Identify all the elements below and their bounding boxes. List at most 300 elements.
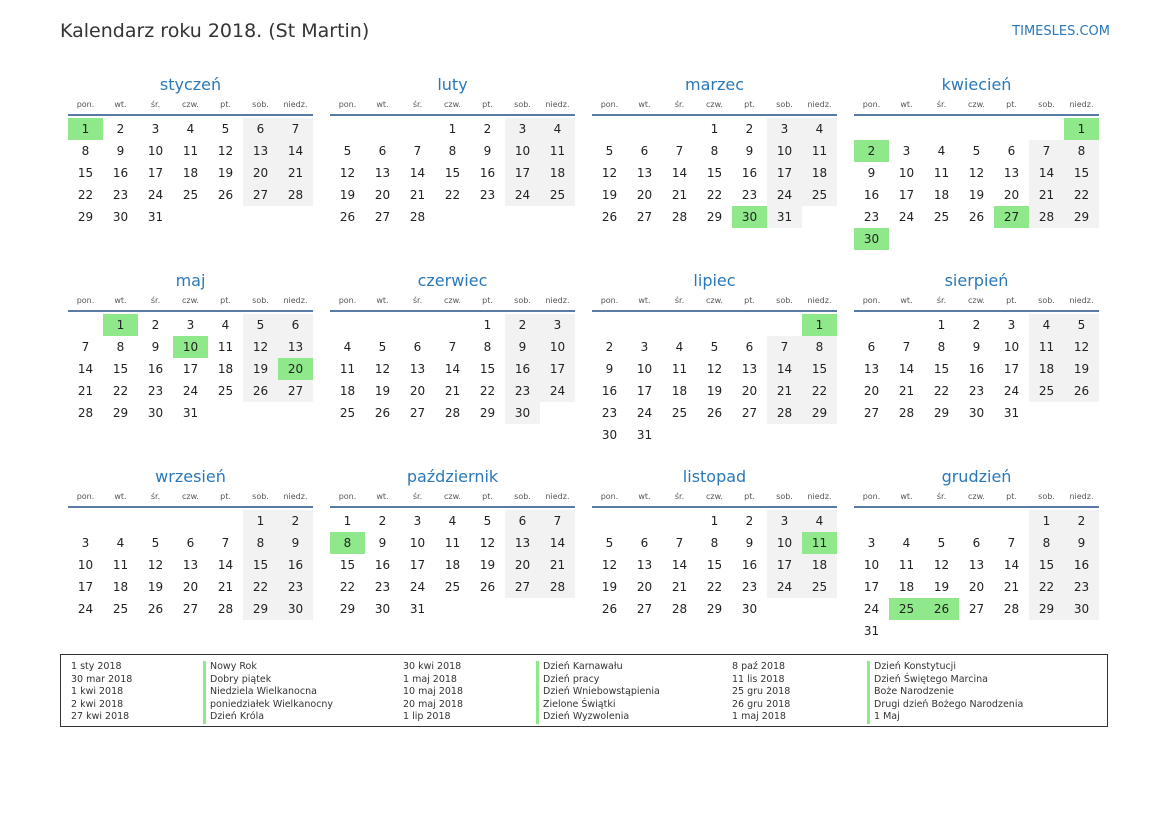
legend-holiday-name: Dzień pracy [536,674,660,687]
day-cell: 14 [898,362,915,376]
legend-date: 1 maj 2018 [403,673,457,685]
weekday-label: wt. [114,100,127,109]
weekday-label: czw. [968,296,985,305]
day-cell: 16 [147,362,164,376]
day-cell: 3 [902,144,911,158]
month-name: kwiecień [941,75,1012,94]
day-cell: 8 [483,340,492,354]
holiday-day-cell: 1 [1064,118,1099,140]
day-cell: 29 [243,598,278,620]
day-cell: 15 [444,166,461,180]
legend-holiday-name: Dobry piątek [203,674,333,687]
weekday-label: pon. [600,100,619,109]
day-cell: 13 [409,362,426,376]
day-cell: 23 [1064,576,1099,598]
day-cell: 28 [278,184,313,206]
day-cell: 9 [151,340,160,354]
day-cell: 24 [147,188,164,202]
day-cell: 13 [505,532,540,554]
day-grid [68,510,313,620]
month-name: marzec [684,75,744,94]
day-cell: 23 [147,384,164,398]
month-2 [592,74,837,270]
day-cell: 19 [1064,358,1099,380]
legend-names-col [536,661,660,724]
weekday-label: wt. [114,492,127,501]
weekday-label: niedz. [1069,492,1094,501]
day-cell: 2 [505,314,540,336]
day-cell: 30 [278,598,313,620]
day-cell: 7 [221,536,230,550]
day-cell: 8 [81,144,90,158]
weekday-label: pon. [600,492,619,501]
day-cell: 6 [867,340,876,354]
day-cell: 17 [505,162,540,184]
weekday-label: wt. [114,296,127,305]
weekday-label: wt. [900,296,913,305]
legend-date: 1 maj 2018 [732,711,786,722]
day-cell: 28 [671,602,688,616]
day-cell: 23 [278,576,313,598]
day-cell: 24 [863,602,880,616]
weekday-label: śr. [150,296,161,305]
day-cell: 12 [147,558,164,572]
day-cell: 3 [186,318,195,332]
day-cell: 23 [741,580,758,594]
weekday-label: pon. [76,492,95,501]
day-cell: 1 [243,510,278,532]
day-cell: 27 [182,602,199,616]
day-cell: 28 [1003,602,1020,616]
weekday-label: pon. [338,100,357,109]
empty-cell [592,510,627,532]
day-cell: 22 [243,576,278,598]
day-cell: 2 [745,122,754,136]
empty-cell [592,118,627,140]
weekday-label: pon. [338,492,357,501]
day-cell: 5 [605,536,614,550]
day-cell: 11 [112,558,129,572]
weekday-label: śr. [412,100,423,109]
legend-date: 27 kwi 2018 [71,711,130,722]
day-cell: 14 [540,532,575,554]
day-cell: 30 [112,210,129,224]
day-cell: 13 [636,166,653,180]
day-cell: 15 [112,362,129,376]
day-cell: 30 [968,406,985,420]
holiday-day-cell: 1 [802,314,837,336]
weekday-label: czw. [444,492,461,501]
weekday-label: śr. [674,296,685,305]
day-cell: 17 [147,166,164,180]
day-cell: 18 [540,162,575,184]
weekday-label: śr. [674,492,685,501]
weekday-label: sob. [252,492,269,501]
empty-cell [662,118,697,140]
day-cell: 29 [77,210,94,224]
weekday-label: śr. [150,492,161,501]
day-cell: 18 [339,384,356,398]
day-cell: 5 [343,144,352,158]
weekday-label: wt. [638,296,651,305]
weekday-label: wt. [638,100,651,109]
weekday-header [592,294,837,312]
weekday-label: czw. [182,100,199,109]
day-cell: 13 [863,362,880,376]
legend-date: 26 gru 2018 [732,698,791,710]
day-cell: 28 [540,576,575,598]
month-3 [854,74,1099,270]
day-cell: 7 [81,340,90,354]
page-title: Kalendarz roku 2018. (St Martin) [60,20,370,42]
day-cell: 17 [767,162,802,184]
weekday-header [68,490,313,508]
weekday-label: czw. [968,100,985,109]
day-cell: 6 [640,144,649,158]
weekday-label: pon. [76,100,95,109]
day-cell: 21 [278,162,313,184]
legend-date: 20 maj 2018 [403,698,464,710]
day-grid [854,314,1099,424]
day-cell: 18 [802,554,837,576]
weekday-label: niedz. [807,296,832,305]
day-cell: 5 [1064,314,1099,336]
day-cell: 8 [710,144,719,158]
weekday-label: pon. [862,492,881,501]
day-cell: 15 [1064,162,1099,184]
day-cell: 2 [605,340,614,354]
day-cell: 10 [540,336,575,358]
day-cell: 15 [479,362,496,376]
day-cell: 1 [483,318,492,332]
weekday-label: śr. [936,296,947,305]
legend-holiday-name: Dzień Karnawału [536,661,660,674]
day-cell: 26 [1064,380,1099,402]
day-cell: 6 [378,144,387,158]
day-cell: 15 [706,166,723,180]
day-cell: 7 [540,510,575,532]
day-cell: 8 [937,340,946,354]
day-cell: 11 [339,362,356,376]
weekday-label: śr. [412,492,423,501]
day-cell: 28 [444,406,461,420]
day-cell: 18 [671,384,688,398]
day-cell: 10 [409,536,426,550]
day-cell: 8 [1029,532,1064,554]
legend-holiday-name: Niedziela Wielkanocna [203,686,333,699]
day-cell: 7 [675,536,684,550]
day-cell: 27 [374,210,391,224]
day-cell: 11 [671,362,688,376]
day-cell: 19 [339,188,356,202]
day-cell: 13 [1003,166,1020,180]
day-cell: 25 [112,602,129,616]
day-cell: 21 [217,580,234,594]
day-cell: 14 [77,362,94,376]
day-cell: 22 [479,384,496,398]
day-cell: 12 [1064,336,1099,358]
day-cell: 26 [601,210,618,224]
legend-date: 2 kwi 2018 [71,698,124,710]
weekday-label: śr. [936,492,947,501]
day-cell: 18 [217,362,234,376]
day-cell: 23 [479,188,496,202]
weekday-label: sob. [1038,296,1055,305]
legend-date: 30 mar 2018 [71,673,133,685]
weekday-label: wt. [376,100,389,109]
day-cell: 29 [479,406,496,420]
weekday-label: czw. [706,296,723,305]
day-cell: 19 [968,188,985,202]
day-cell: 1 [343,514,352,528]
weekday-label: niedz. [1069,296,1094,305]
day-cell: 6 [972,536,981,550]
day-cell: 7 [448,340,457,354]
day-cell: 23 [601,406,618,420]
day-grid [592,314,837,446]
day-cell: 17 [767,554,802,576]
day-cell: 8 [710,536,719,550]
day-cell: 28 [671,210,688,224]
weekday-label: pt. [482,492,493,501]
day-cell: 28 [77,406,94,420]
day-cell: 4 [540,118,575,140]
site-link[interactable]: TIMESLES.COM [1012,24,1110,39]
day-cell: 28 [767,402,802,424]
day-cell: 25 [444,580,461,594]
legend-holiday-name: Dzień Konstytucji [867,661,1023,674]
day-cell: 30 [505,402,540,424]
day-cell: 29 [339,602,356,616]
weekday-label: czw. [444,296,461,305]
weekday-label: pon. [338,296,357,305]
day-grid [68,118,313,228]
day-cell: 29 [706,602,723,616]
weekday-label: niedz. [545,492,570,501]
empty-cell [732,314,767,336]
day-cell: 5 [221,122,230,136]
day-cell: 10 [77,558,94,572]
empty-cell [627,510,662,532]
month-8 [68,466,313,662]
day-cell: 4 [937,144,946,158]
day-cell: 16 [505,358,540,380]
day-cell: 13 [374,166,391,180]
day-cell: 4 [343,340,352,354]
legend-holiday-name: Drugi dzień Bożego Narodzenia [867,699,1023,712]
day-cell: 13 [636,558,653,572]
weekday-header [330,294,575,312]
day-cell: 8 [243,532,278,554]
day-cell: 9 [972,340,981,354]
day-cell: 3 [767,118,802,140]
day-cell: 2 [378,514,387,528]
day-cell: 16 [278,554,313,576]
day-cell: 31 [767,206,802,228]
day-cell: 25 [1029,380,1064,402]
day-cell: 13 [182,558,199,572]
legend-names-col [867,661,1023,724]
empty-cell [435,314,470,336]
day-cell: 31 [409,602,426,616]
empty-cell [662,314,697,336]
day-cell: 5 [972,144,981,158]
weekday-label: pon. [76,296,95,305]
weekday-label: pt. [220,492,231,501]
weekday-label: czw. [968,492,985,501]
day-grid [592,510,837,620]
day-cell: 6 [186,536,195,550]
day-cell: 16 [741,558,758,572]
empty-cell [1029,118,1064,140]
day-cell: 20 [636,580,653,594]
day-cell: 16 [374,558,391,572]
empty-cell [365,314,400,336]
day-cell: 29 [706,210,723,224]
day-cell: 9 [505,336,540,358]
weekday-label: pt. [744,492,755,501]
empty-cell [924,118,959,140]
legend-holiday-name: Dzień Świętego Marcina [867,674,1023,687]
holiday-day-cell: 30 [732,206,767,228]
day-cell: 9 [278,532,313,554]
day-cell: 5 [243,314,278,336]
day-cell: 1 [1029,510,1064,532]
weekday-label: sob. [776,100,793,109]
weekday-label: sob. [514,100,531,109]
day-cell: 25 [933,210,950,224]
weekday-label: sob. [514,296,531,305]
day-cell: 19 [706,384,723,398]
weekday-label: czw. [706,492,723,501]
weekday-label: niedz. [283,100,308,109]
day-cell: 23 [505,380,540,402]
day-cell: 24 [767,576,802,598]
day-cell: 10 [863,558,880,572]
legend-date: 1 kwi 2018 [71,686,124,697]
day-cell: 31 [1003,406,1020,420]
day-cell: 24 [636,406,653,420]
day-cell: 21 [77,384,94,398]
legend-holiday-name: Dzień Wyzwolenia [536,711,660,724]
weekday-label: niedz. [283,296,308,305]
day-cell: 12 [601,558,618,572]
day-cell: 5 [605,144,614,158]
day-grid [854,118,1099,250]
day-cell: 9 [1064,532,1099,554]
day-cell: 8 [802,336,837,358]
day-cell: 5 [483,514,492,528]
legend-holiday-name: Dzień Wniebowstąpienia [536,686,660,699]
weekday-label: sob. [252,100,269,109]
day-cell: 9 [745,536,754,550]
day-cell: 11 [540,140,575,162]
weekday-header [330,98,575,116]
day-cell: 7 [278,118,313,140]
day-cell: 4 [1029,314,1064,336]
empty-cell [103,510,138,532]
month-9 [330,466,575,662]
day-cell: 4 [902,536,911,550]
day-cell: 3 [540,314,575,336]
day-cell: 18 [1029,358,1064,380]
day-cell: 27 [278,380,313,402]
weekday-header [854,490,1099,508]
day-cell: 21 [671,580,688,594]
empty-cell [330,314,365,336]
day-cell: 12 [968,166,985,180]
holiday-legend [60,654,1108,727]
month-name: październik [406,467,499,486]
day-cell: 6 [1007,144,1016,158]
weekday-header [330,490,575,508]
day-cell: 29 [1064,206,1099,228]
day-cell: 5 [151,536,160,550]
day-cell: 2 [745,514,754,528]
day-cell: 6 [278,314,313,336]
day-cell: 21 [540,554,575,576]
day-cell: 9 [378,536,387,550]
month-name: luty [437,75,468,94]
day-cell: 2 [483,122,492,136]
day-cell: 16 [601,384,618,398]
empty-cell [68,314,103,336]
holiday-day-cell: 10 [173,336,208,358]
day-cell: 5 [937,536,946,550]
day-cell: 6 [505,510,540,532]
legend-holiday-name: 1 Maj [867,711,1023,724]
day-cell: 19 [374,384,391,398]
month-0 [68,74,313,270]
month-1 [330,74,575,270]
legend-holiday-name: Boże Narodzenie [867,686,1023,699]
weekday-label: sob. [514,492,531,501]
day-cell: 29 [933,406,950,420]
day-cell: 17 [898,188,915,202]
day-cell: 3 [767,510,802,532]
day-cell: 24 [409,580,426,594]
day-cell: 17 [636,384,653,398]
day-cell: 22 [1029,576,1064,598]
day-cell: 18 [444,558,461,572]
day-cell: 22 [706,580,723,594]
day-cell: 10 [767,532,802,554]
weekday-label: pt. [482,296,493,305]
empty-cell [767,314,802,336]
day-cell: 11 [802,140,837,162]
day-cell: 7 [413,144,422,158]
day-cell: 21 [671,188,688,202]
day-cell: 20 [409,384,426,398]
day-cell: 26 [339,210,356,224]
weekday-label: wt. [376,492,389,501]
weekday-label: pon. [862,100,881,109]
day-cell: 16 [968,362,985,376]
day-cell: 21 [898,384,915,398]
day-cell: 6 [745,340,754,354]
day-cell: 21 [767,380,802,402]
day-cell: 26 [479,580,496,594]
weekday-label: pon. [862,296,881,305]
day-cell: 12 [479,536,496,550]
empty-cell [889,118,924,140]
day-cell: 12 [339,166,356,180]
day-cell: 12 [374,362,391,376]
empty-cell [400,118,435,140]
day-cell: 8 [116,340,125,354]
legend-date: 30 kwi 2018 [403,661,462,672]
legend-dates-col [403,661,463,724]
